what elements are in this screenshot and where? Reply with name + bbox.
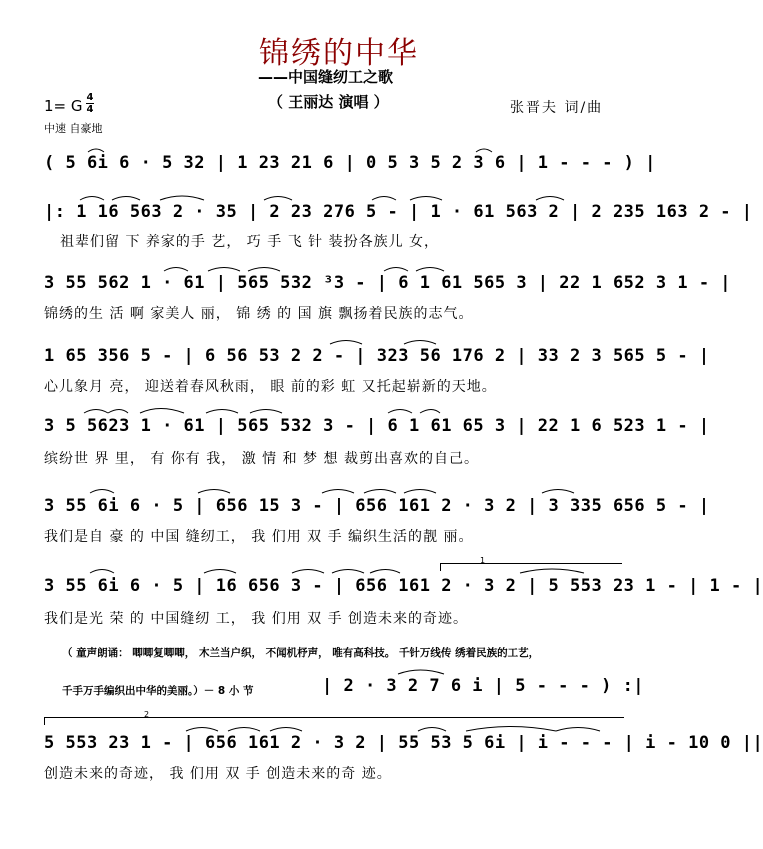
slur bbox=[322, 490, 354, 494]
music-line-4: 3 5 5623 1 · 61 | 565 532 3 - | 6 1 61 65 3 | 22 1 6 523 1 - | bbox=[44, 416, 710, 436]
slur bbox=[264, 197, 292, 201]
slur bbox=[404, 341, 436, 345]
volta-bracket-1-tick bbox=[440, 563, 441, 571]
lyric-line-6: 我们是光 荣 的 中国缝纫 工， 我 们用 双 手 创造未来的奇迹。 bbox=[44, 611, 469, 627]
slur bbox=[84, 410, 108, 414]
slur bbox=[330, 341, 362, 345]
lyric-line-2: 锦绣的生 活 啊 家美人 丽， 锦 绣 的 国 旗 飘扬着民族的志气。 bbox=[44, 306, 474, 322]
slur bbox=[536, 197, 564, 201]
slur bbox=[292, 570, 324, 574]
slur bbox=[388, 410, 412, 414]
slur bbox=[372, 197, 396, 201]
slur bbox=[112, 197, 140, 201]
slur bbox=[332, 570, 364, 574]
volta-bracket-2-tick bbox=[44, 717, 45, 725]
volta-number-2: 2 bbox=[144, 710, 150, 719]
slur bbox=[250, 410, 282, 414]
music-line-6: 3 55 6i 6 · 5 | 16 656 3 - | 656 161 2 · 3 2 | 5 553 23 1 - | 1 - | bbox=[44, 576, 763, 596]
narration-line-1: （ 童声朗诵： 唧唧复唧唧， 木兰当户织， 不闻机杼声， 唯有高科技。 千针万线传 绣着民族的工艺， bbox=[62, 647, 540, 659]
slur bbox=[270, 728, 302, 732]
slur bbox=[398, 670, 444, 674]
slur bbox=[160, 196, 204, 200]
music-line-1: |: 1 16 563 2 · 35 | 2 23 276 5 - | 1 · 61 563 2 | 2 235 163 2 - | bbox=[44, 202, 753, 222]
slur bbox=[208, 268, 240, 272]
lyric-line-ending: 创造未来的奇迹， 我 们用 双 手 创造未来的奇 迹。 bbox=[44, 766, 392, 782]
singer-credit: （ 王丽达 演唱 ） bbox=[268, 93, 389, 111]
slur bbox=[416, 268, 444, 272]
narration-line-2: 千手万手编织出中华的美丽。）－ 8 小 节 bbox=[62, 685, 254, 697]
slur bbox=[198, 490, 230, 494]
slur bbox=[542, 490, 574, 494]
music-line-ending: 5 553 23 1 - | 656 161 2 · 3 2 | 55 53 5 6i | i - - - | i - 10 0 || bbox=[44, 733, 763, 753]
subtitle: ——中国缝纫工之歌 bbox=[258, 68, 394, 86]
slur bbox=[204, 570, 236, 574]
slur bbox=[90, 490, 114, 494]
slur bbox=[418, 728, 446, 732]
volta-bracket-2 bbox=[44, 717, 624, 718]
key-signature: 1= G bbox=[44, 97, 83, 115]
slur bbox=[364, 490, 396, 494]
music-line-3: 1 65 356 5 - | 6 56 53 2 2 - | 323 56 176 2 | 33 2 3 565 5 - | bbox=[44, 346, 710, 366]
slur bbox=[466, 727, 556, 732]
slur bbox=[384, 268, 408, 272]
slur bbox=[140, 409, 184, 414]
lyric-line-4: 缤纷世 界 里， 有 你有 我， 激 情 和 梦 想 裁剪出喜欢的自己。 bbox=[44, 451, 479, 467]
slur bbox=[410, 197, 442, 201]
slur bbox=[476, 149, 492, 152]
lyric-line-5: 我们是自 豪 的 中国 缝纫工， 我 们用 双 手 编织生活的靓 丽。 bbox=[44, 529, 474, 545]
slur bbox=[228, 728, 260, 732]
page-title: 锦绣的中华 bbox=[259, 36, 419, 71]
slur bbox=[248, 268, 280, 272]
composer-credit: 张晋夫 词/曲 bbox=[510, 100, 604, 116]
slur bbox=[90, 570, 114, 574]
music-line-2: 3 55 562 1 · 61 | 565 532 ³3 - | 6 1 61 565 3 | 22 1 652 3 1 - | bbox=[44, 273, 732, 293]
time-signature-bottom: 4 bbox=[86, 104, 94, 115]
time-signature-top: 4 bbox=[86, 92, 94, 103]
slur bbox=[186, 728, 218, 732]
volta-bracket-1 bbox=[440, 563, 622, 564]
slur bbox=[164, 268, 188, 272]
slur bbox=[88, 149, 104, 152]
lyric-line-3: 心儿象月 亮， 迎送着春风秋雨， 眼 前的彩 虹 又托起崭新的天地。 bbox=[44, 379, 497, 395]
slur bbox=[556, 728, 600, 732]
tempo-marking: 中速 自豪地 bbox=[44, 122, 103, 135]
music-line-5: 3 55 6i 6 · 5 | 656 15 3 - | 656 161 2 · 3 2 | 3 335 656 5 - | bbox=[44, 496, 710, 516]
slur bbox=[404, 490, 436, 494]
slur bbox=[80, 197, 104, 201]
music-line-interlude: | 2 · 3 2 7 6 i | 5 - - - ) :| bbox=[322, 676, 645, 696]
slur bbox=[108, 410, 128, 414]
slur bbox=[420, 410, 440, 414]
music-line-intro: ( 5 6i 6 · 5 32 | 1 23 21 6 | 0 5 3 5 2 3 6 | 1 - - - ) | bbox=[44, 153, 656, 173]
slur bbox=[206, 410, 238, 414]
lyric-line-1: 祖辈们留 下 养家的手 艺， 巧 手 飞 针 装扮各族儿 女， bbox=[60, 234, 440, 250]
slur bbox=[520, 569, 584, 573]
volta-number-1: 1 bbox=[480, 556, 486, 565]
slur bbox=[370, 570, 400, 574]
